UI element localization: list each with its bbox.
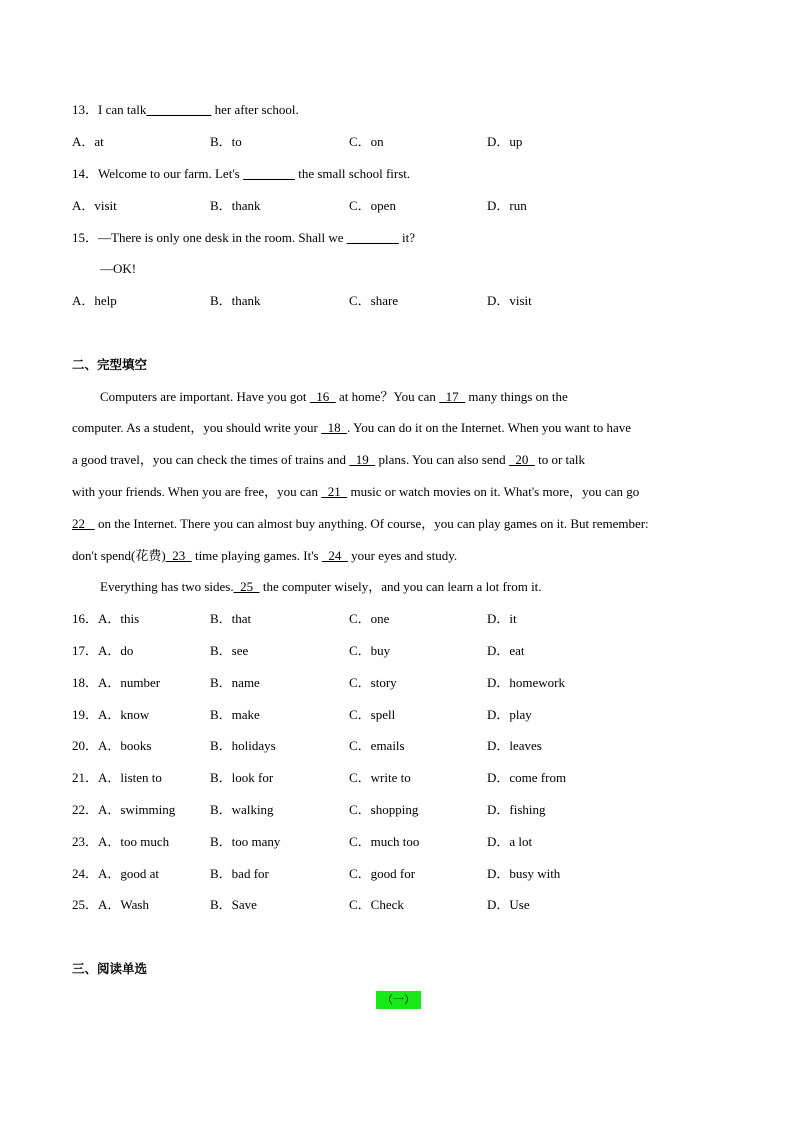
option-c: C．share xyxy=(349,293,399,308)
passage-text: time playing games. It's xyxy=(191,548,322,563)
section-2-title: 二、完型填空 xyxy=(72,357,148,372)
passage-text: many things on the xyxy=(465,389,568,404)
option-d: D．play xyxy=(487,707,532,722)
blank-21: 21 xyxy=(321,484,348,499)
question-17-options xyxy=(72,641,722,661)
question-22-options xyxy=(72,800,722,820)
question-14-stem-post: the small school first. xyxy=(294,166,411,181)
passage-text: plans. You can also send xyxy=(375,452,509,467)
option-a: 24．A．good at xyxy=(72,866,160,881)
passage-line-5 xyxy=(72,514,649,534)
blank-22: 22 xyxy=(72,516,95,531)
option-a: 25．A．Wash xyxy=(72,897,149,912)
question-13-stem-post: her after school. xyxy=(211,102,299,117)
option-b: B．thank xyxy=(210,198,261,213)
option-b: B．name xyxy=(210,675,260,690)
option-b: B．that xyxy=(210,611,252,626)
option-d: D．busy with xyxy=(487,866,561,881)
passage-text: don't spend(花费) xyxy=(72,548,166,563)
option-d: D．come from xyxy=(487,770,567,785)
passage-line-6 xyxy=(72,546,457,566)
question-14-blank: ________ xyxy=(242,166,295,181)
option-c: C．good for xyxy=(349,866,416,881)
passage-line-2 xyxy=(72,418,631,438)
passage-text: with your friends. When you are free，you can xyxy=(72,484,322,499)
question-15-reply: —OK! xyxy=(100,261,137,276)
passage-text: at home？You can xyxy=(335,389,440,404)
blank-17: 17 xyxy=(439,389,466,404)
question-23-options xyxy=(72,832,722,852)
option-a: A．at xyxy=(72,134,104,149)
option-c: C．story xyxy=(349,675,397,690)
option-d: D．Use xyxy=(487,897,530,912)
blank-16: 16 xyxy=(309,389,336,404)
option-b: B．make xyxy=(210,707,260,722)
option-c: C．write to xyxy=(349,770,411,785)
question-13 xyxy=(72,100,299,120)
passage-text: on the Internet. There you can almost buy anything. Of course，you can play games on it. But remember: xyxy=(94,516,649,531)
question-13-blank: __________ xyxy=(146,102,212,117)
question-24-options xyxy=(72,864,722,884)
passage-line-4 xyxy=(72,482,639,502)
passage-line-1 xyxy=(72,387,568,407)
option-a: 22．A．swimming xyxy=(72,802,176,817)
option-d: D．eat xyxy=(487,643,525,658)
question-25-options xyxy=(72,895,722,915)
passage-line-3 xyxy=(72,450,585,470)
question-21-options xyxy=(72,768,722,788)
option-b: B．look for xyxy=(210,770,274,785)
option-b: B．walking xyxy=(210,802,274,817)
question-15 xyxy=(72,228,415,248)
option-c: C．open xyxy=(349,198,396,213)
question-14 xyxy=(72,164,410,184)
passage-text: . You can do it on the Internet. When you want to have xyxy=(347,420,632,435)
option-d: D．up xyxy=(487,134,523,149)
option-d: D．a lot xyxy=(487,834,533,849)
passage-text: to or talk xyxy=(534,452,586,467)
question-13-options xyxy=(72,132,722,152)
option-c: C．much too xyxy=(349,834,420,849)
option-c: C．on xyxy=(349,134,384,149)
question-15-blank: ________ xyxy=(346,230,399,245)
question-15-options xyxy=(72,291,722,311)
option-a: A．visit xyxy=(72,198,117,213)
passage-text: Everything has two sides. xyxy=(100,579,234,594)
question-15-stem-post: it? xyxy=(398,230,416,245)
option-c: C．shopping xyxy=(349,802,419,817)
passage-number-badge: （一） xyxy=(376,991,421,1009)
blank-25: 25 xyxy=(233,579,260,594)
blank-20: 20 xyxy=(508,452,535,467)
option-b: B．holidays xyxy=(210,738,276,753)
question-15-stem-pre: 15．—There is only one desk in the room. Shall we xyxy=(72,230,347,245)
blank-24: 24 xyxy=(321,548,348,563)
option-d: D．fishing xyxy=(487,802,546,817)
option-a: 20．A．books xyxy=(72,738,152,753)
passage-text: the computer wisely，and you can learn a lot from it. xyxy=(259,579,542,594)
option-b: B．to xyxy=(210,134,242,149)
option-d: D．it xyxy=(487,611,517,626)
option-c: C．buy xyxy=(349,643,391,658)
question-16-options xyxy=(72,609,722,629)
option-d: D．homework xyxy=(487,675,565,690)
passage-text: your eyes and study. xyxy=(347,548,458,563)
blank-23: 23 xyxy=(165,548,192,563)
option-a: 21．A．listen to xyxy=(72,770,162,785)
option-a: 17．A．do xyxy=(72,643,134,658)
passage-line-7 xyxy=(72,577,542,597)
question-19-options xyxy=(72,705,722,725)
passage-text: music or watch movies on it. What's more，you can go xyxy=(347,484,640,499)
option-c: C．Check xyxy=(349,897,404,912)
option-a: A．help xyxy=(72,293,117,308)
passage-text: a good travel，you can check the times of trains and xyxy=(72,452,350,467)
question-18-options xyxy=(72,673,722,693)
passage-text: computer. As a student，you should write your xyxy=(72,420,322,435)
option-c: C．emails xyxy=(349,738,405,753)
option-b: B．see xyxy=(210,643,249,658)
option-c: C．spell xyxy=(349,707,396,722)
blank-19: 19 xyxy=(349,452,376,467)
option-d: D．run xyxy=(487,198,527,213)
option-b: B．thank xyxy=(210,293,261,308)
question-14-options xyxy=(72,196,722,216)
question-13-stem-pre: 13．I can talk xyxy=(72,102,147,117)
question-20-options xyxy=(72,736,722,756)
option-d: D．leaves xyxy=(487,738,542,753)
question-14-stem-pre: 14．Welcome to our farm. Let's xyxy=(72,166,243,181)
option-b: B．Save xyxy=(210,897,257,912)
option-c: C．one xyxy=(349,611,390,626)
blank-18: 18 xyxy=(321,420,348,435)
option-d: D．visit xyxy=(487,293,532,308)
option-a: 18．A．number xyxy=(72,675,161,690)
option-a: 23．A．too much xyxy=(72,834,170,849)
section-3-title: 三、阅读单选 xyxy=(72,961,148,976)
option-a: 16．A．this xyxy=(72,611,140,626)
option-a: 19．A．know xyxy=(72,707,150,722)
passage-text: Computers are important. Have you got xyxy=(100,389,310,404)
option-b: B．too many xyxy=(210,834,281,849)
option-b: B．bad for xyxy=(210,866,269,881)
